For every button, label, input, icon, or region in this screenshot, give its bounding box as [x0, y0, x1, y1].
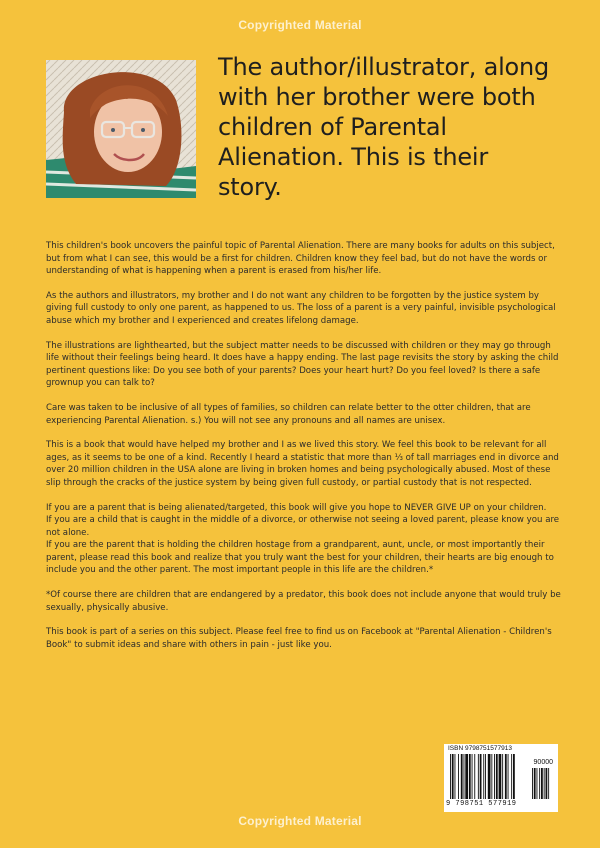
paragraph-inclusive: Care was taken to be inclusive of all types of families, so children can relate better to the otter children, that are experiencing Parental Alienation. s.) You will not see any pronouns and all names are unisex.	[46, 402, 531, 426]
isbn-label: ISBN 9798751577913	[448, 745, 512, 752]
paragraph-disclaimer: *Of course there are children that are endangered by a predator, this book does not include anyone that would truly be sexually, physically abusive.	[46, 590, 561, 613]
paragraph-child: If you are a child that is caught in the middle of a divorce, or otherwise not seeing a loved parent, please know you are not alone.	[46, 515, 560, 538]
paragraph-parent-holding: If you are the parent that is holding the children hostage from a grandparent, aunt, uncle, or most importantly their parent, please read this book and realize that you truly want the best for your children, their hearts are big enough to include you and the other parent. The most important people in this life are the children.*	[46, 540, 554, 576]
paragraph-series: This book is part of a series on this subject. Please feel free to find us on Facebook at "Parental Alienation - Children's Book" to submit ideas and share with others in pain - just like you.	[46, 627, 552, 650]
back-cover-description	[46, 240, 566, 663]
paragraph-relevance: This is a book that would have helped my brother and I as we lived this story. We feel this book to be relevant for all ages, as it seems to be one of a kind. Recently I heard a statistic that more than ⅓ of tall marriages end in divorce and over 20 million children in the USA alone are living in broken homes and being psychologically abused. Most of these slip through the cracks of the justice system by being given full custody, or partial custody that is not respected.	[46, 440, 559, 488]
author-photo	[46, 60, 196, 198]
paragraph-parent-alienated: If you are a parent that is being alienated/targeted, this book will give you hope to NEVER GIVE UP on your children.	[46, 502, 547, 513]
price-code: 90000	[533, 759, 553, 766]
isbn-barcode	[444, 744, 558, 812]
author-photo-illustration	[46, 60, 196, 198]
paragraph-illustrations: The illustrations are lighthearted, but the subject matter needs to be discussed with children or they may go through life without their feelings being heard. It does have a happy ending. The last page revisits the story by asking the child pertinent questions like: Do you see both of your parents? Does your heart hurt? Do you feel loved? Is there a safe grownup you can talk to?	[46, 340, 559, 389]
paragraph-intro: This children's book uncovers the painful topic of Parental Alienation. There are many books for adults on this subject, but from what I can see, this would be a first for children. Children know they feel bad, but do not have the words or understanding of what is happening when a parent is erased from his/her life.	[46, 241, 555, 277]
paragraph-authors: As the authors and illustrators, my brother and I do not want any children to be forgotten by the justice system by giving full custody to only one parent, as happened to us. The loss of a parent is a very painful, invisible psychological abuse which my brother and I experienced and creates lifelong damage.	[46, 290, 556, 326]
watermark-top: Copyrighted Material	[238, 18, 362, 32]
barcode-digits: 9 798751 577919	[446, 800, 517, 808]
headline: The author/illustrator, along with her brother were both children of Parental Alienation. This is their story.	[218, 53, 550, 201]
watermark-bottom: Copyrighted Material	[238, 814, 362, 828]
